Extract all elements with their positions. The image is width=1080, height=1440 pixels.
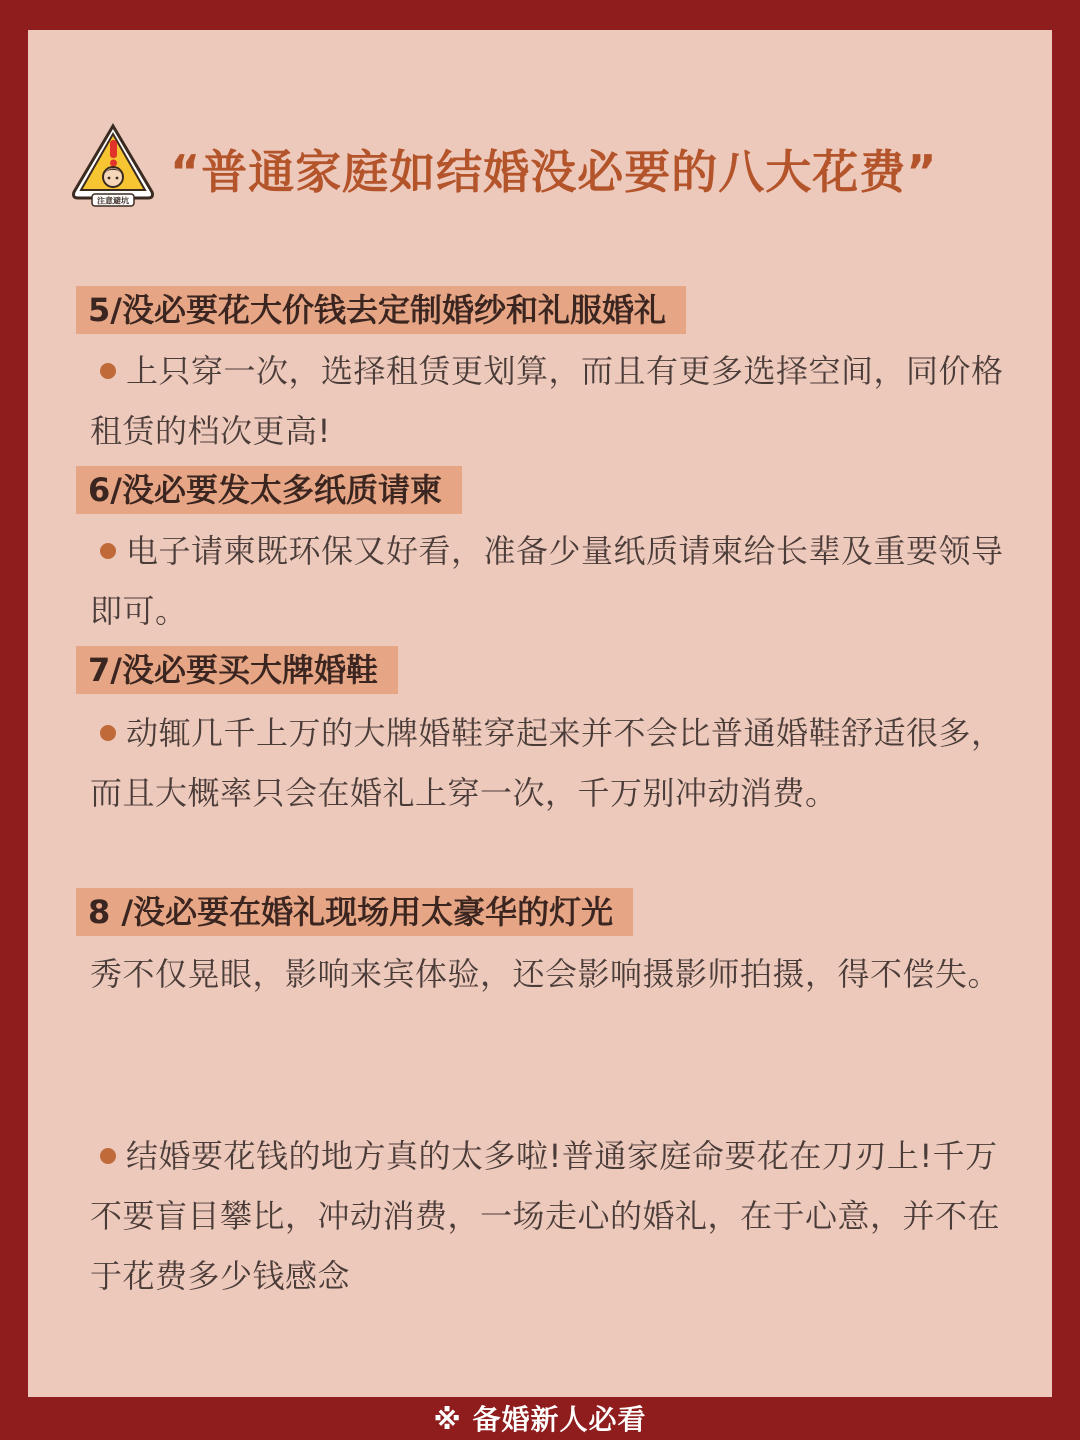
section-heading-8: 8 /没必要在婚礼现场用太豪华的灯光 [76, 888, 633, 936]
section-heading-5: 5/没必要花大价钱去定制婚纱和礼服婚礼 [76, 286, 686, 334]
section-heading-7: 7/没必要买大牌婚鞋 [76, 646, 398, 694]
bullet-dot [100, 725, 116, 741]
section-text-8: 秀不仅晃眼，影响来宾体验，还会影响摄影师拍摄，得不偿失。 [90, 955, 1001, 993]
conclusion-text [90, 1126, 1010, 1306]
section-text-7-content: 动辄几千上万的大牌婚鞋穿起来并不会比普通婚鞋舒适很多，而且大概率只会在婚礼上穿一次，千万别冲动消费。 [90, 714, 1004, 812]
section-text-5-content: 上只穿一次，选择租赁更划算，而且有更多选择空间，同价格租赁的档次更高! [90, 352, 1004, 450]
bullet-dot [100, 363, 116, 379]
section-text-6 [90, 521, 1010, 641]
conclusion-text-content: 结婚要花钱的地方真的太多啦!普通家庭命要花在刀刃上!千万不要盲目攀比，冲动消费，一场走心的婚礼，在于心意，并不在于花费多少钱感念 [90, 1137, 1001, 1295]
section-text-7 [90, 703, 1010, 823]
section-text-5 [90, 341, 1010, 461]
bullet-dot [100, 1148, 116, 1164]
section-heading-6: 6/没必要发太多纸质请柬 [76, 466, 462, 514]
warning-sign-label: 注意避坑 [97, 196, 129, 206]
content-card [28, 30, 1052, 1397]
title-row [68, 120, 1028, 210]
warning-sign-icon [68, 120, 158, 210]
section-text-6-content: 电子请柬既环保又好看，准备少量纸质请柬给长辈及重要领导即可。 [90, 532, 1004, 630]
bullet-dot [100, 543, 116, 559]
footer-note: ※ 备婚新人必看 [433, 1403, 647, 1436]
page-title: “普通家庭如结婚没必要的八大花费” [170, 145, 938, 199]
